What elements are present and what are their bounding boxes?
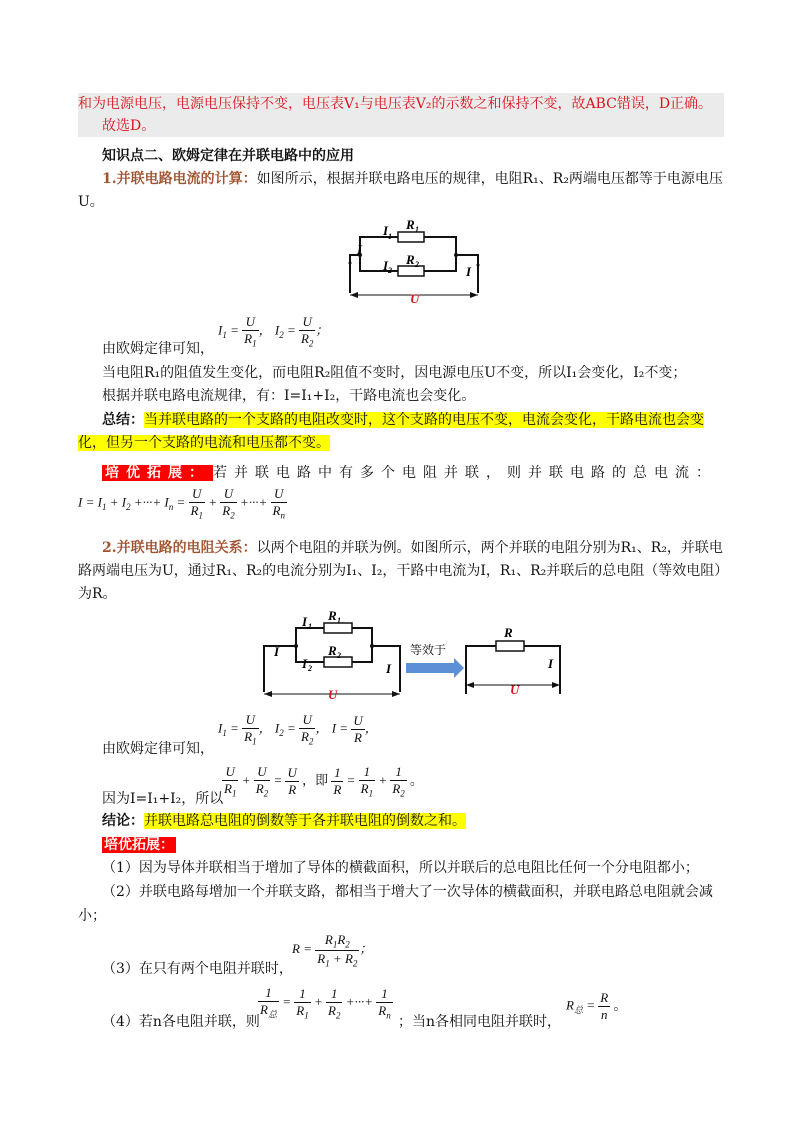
svg-text:2: 2 (308, 664, 312, 673)
label-U: U (410, 291, 420, 305)
formula-two-resistors: R = $\frac{R_1R_2}{R_1 + R_2}$ ； (292, 932, 373, 969)
svg-text:U: U (328, 687, 338, 702)
summary-line-2: 化，但另一个支路的电流和电压都不变。 (78, 435, 330, 451)
label-I1: I (383, 223, 389, 238)
s1-paragraph (102, 168, 723, 190)
item-2a: （2）并联电路每增加一个并联支路，都相当于增大了一次导体的横截面积，并联电路总电阻就会减 (102, 884, 713, 900)
label-I2: I (383, 258, 389, 273)
s2-title: 2.并联电路的电阻关系： (102, 540, 257, 556)
label-R2: R (406, 252, 415, 267)
svg-text:2: 2 (337, 651, 341, 660)
equivalent-circuit-diagram (258, 606, 568, 702)
parallel-circuit-diagram (340, 215, 490, 305)
formula-n-resistors: $\frac{1}{R_总}$ = $\frac{1}{R_1}$ + $\frac{1}{R_2}$ +···+ $\frac{1}{R_n}$ (260, 985, 391, 1021)
svg-text:R: R (504, 625, 513, 640)
formula-I-I1-I2: $I_1$ = $\frac{U}{R_1}$ ， $I_2$ = $\frac{U}{R_2}$ ， I = $\frac{U}{R}$ ， (218, 712, 378, 747)
label-I: I (357, 242, 363, 257)
svg-text:R: R (328, 608, 337, 623)
s1-text1: 如图所示，根据并联电路电压的规律，电阻R₁、R₂两端电压都等于电源电压 (256, 171, 723, 187)
equivalent-label: 等效于 (410, 643, 447, 657)
svg-text:2: 2 (388, 266, 392, 275)
svg-text:2: 2 (415, 260, 419, 269)
item-1: （1）因为导体并联相当于增加了导体的横截面积，所以并联后的总电阻比任何一个分电阻都小； (102, 860, 699, 876)
svg-text:I: I (548, 656, 554, 671)
svg-text:U: U (510, 682, 520, 697)
section-heading: 知识点二、欧姆定律在并联电路中的应用 (102, 148, 354, 164)
ohm-intro-2: 由欧姆定律可知， (102, 741, 214, 757)
item-4b: ；当n各相同电阻并联时， (398, 1014, 562, 1030)
svg-text:I: I (274, 644, 280, 659)
s1-text2: U。 (78, 194, 104, 210)
svg-text:1: 1 (388, 232, 392, 241)
s2-paragraph: 2.并联电路的电阻关系：以两个电阻的并联为例。如图所示，两个并联的电阻分别为R₁、R₂，并联电 (102, 540, 723, 556)
answer-line-1: 和为电源电压，电源电压保持不变，电压表V₁与电压表V₂的示数之和保持不变，故ABC错误，D正确。 (78, 96, 713, 112)
because-line: 因为I=I₁+I₂，所以 (102, 791, 224, 807)
summary-line-1: 总结：当并联电路的一个支路的电阻改变时，这个支路的电压不变，电流会变化，干路电流也会变 (102, 412, 704, 428)
label-R1: R (406, 217, 415, 232)
svg-text:I: I (302, 656, 308, 671)
formula-sum-reciprocal: $\frac{U}{R_1}$ + $\frac{U}{R_2}$ = $\frac{U}{R}$ ，即 $\frac{1}{R}$ = $\frac{1}{R_1}$ + $\frac{1}{R_2}$ 。 (224, 764, 424, 799)
label-I-right: I (466, 264, 472, 279)
change-line: 当电阻R₁的阻值发生变化，而电阻R₂阻值不变时，因电源电压U不变，所以I₁会变化，I₂不变； (102, 365, 687, 381)
ohm-intro-1: 由欧姆定律可知， (102, 341, 214, 357)
s2-text2: 路两端电压为U，通过R₁、R₂的电流分别为I₁、I₂，干路中电流为I，R₁、R₂并联后的总电阻（等效电阻） (78, 563, 729, 579)
summary-label: 总结： (102, 412, 144, 428)
ext-label-2-row (102, 834, 176, 856)
svg-text:R: R (328, 643, 337, 658)
formula-total-current: $I = I_1 + I_2$ +···+ $I_n$ = $\frac{U}{R_1}$ + $\frac{U}{R_2}$ +···+ $\frac{U}{R_n}$ (78, 486, 285, 521)
conclusion-line: 结论：并联电路总电阻的倒数等于各并联电阻的倒数之和。 (102, 813, 466, 829)
svg-text:I: I (386, 661, 392, 676)
ext-label-1: 培优拓展： (102, 465, 213, 481)
item-3: （3）在只有两个电阻并联时， (102, 961, 293, 977)
answer-line-2: 故选D。 (102, 118, 156, 134)
svg-text:1: 1 (337, 616, 341, 625)
item-4a: （4）若n各电阻并联，则 (102, 1014, 260, 1030)
s1-title: 1.并联电路电流的计算： (102, 171, 257, 187)
item-2b: 小； (78, 908, 106, 924)
s2-text3: 为R。 (78, 586, 117, 602)
conclusion-label: 结论： (102, 813, 144, 829)
ext-label-2: 培优拓展： (104, 837, 174, 853)
ext-line-1: 培优拓展： 若并联电路中有多个电阻并联，则并联电路的总电流： (102, 462, 717, 484)
svg-text:1: 1 (415, 225, 419, 234)
formula-identical: $R_总$ = $\frac{R}{n}$ 。 (566, 990, 627, 1022)
svg-text:I: I (302, 614, 308, 629)
formula-I1-I2: $I_1$ = $\frac{U}{R_1}$ ， $I_2$ = $\frac{U}{R_2}$ ； (218, 314, 329, 349)
svg-text:1: 1 (308, 622, 312, 631)
rule-line: 根据并联电路电流规律，有：I=I₁+I₂，干路电流也会变化。 (102, 388, 476, 404)
